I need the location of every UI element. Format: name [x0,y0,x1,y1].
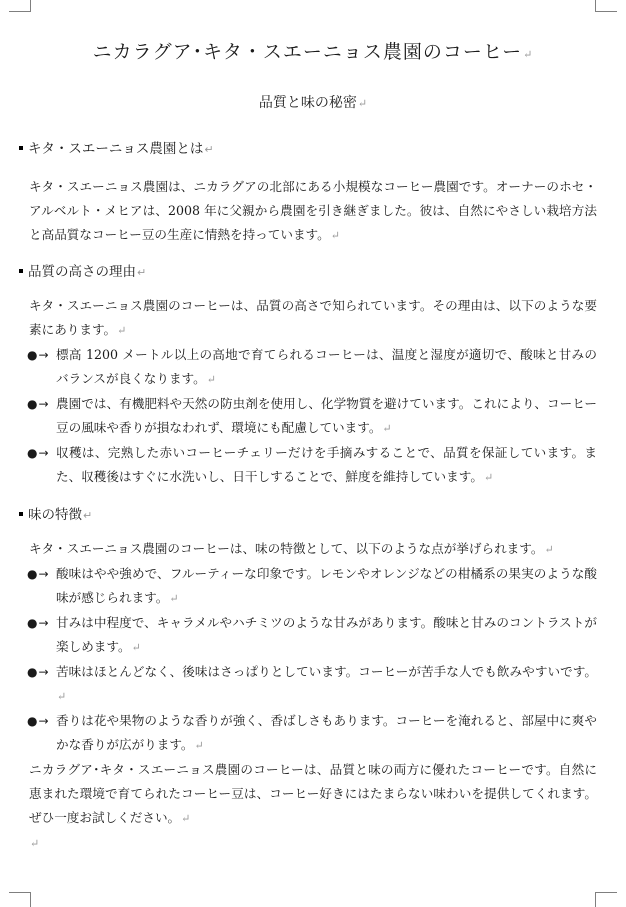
list-item-text: 苦味はほとんどなく、後味はさっぱりとしています。コーヒーが苦手な人でも飲みやすいです。 [56,664,597,679]
paragraph-mark: ↵ [131,641,141,654]
bullet-list [29,562,597,758]
paragraph-mark: ↵ [206,373,216,386]
paragraph-mark: ↵ [57,690,67,703]
bullet-icon: ●→ [27,714,50,728]
list-item [29,562,597,611]
bullet-icon: ●→ [27,348,50,362]
section-paragraph-text: キタ・スエーニョス農園のコーヒーは、品質の高さで知られています。その理由は、以下のような要素にあります。 [29,298,597,337]
document-subtitle [29,91,597,115]
paragraph-mark: ↵ [169,592,179,605]
section-paragraph-text: キタ・スエーニョス農園は、ニカラグアの北部にある小規模なコーヒー農園です。オーナーのホセ・アルベルト・メヒアは、2008 年に父親から農園を引き継ぎました。彼は、自然にやさしい栽培方法と高品質なコーヒー豆の生産に情熱を持っています。 [29,179,597,242]
paragraph-mark: ↵ [181,812,191,825]
list-item-text: 酸味はやや強めで、フルーティーな印象です。レモンやオレンジなどの柑橘系の果実のような酸味が感じられます。 [56,566,597,605]
list-item [29,611,597,660]
document-title-text: ニカラグア･キタ・スエーニョス農園のコーヒー [92,41,523,63]
list-item-text: 甘みは中程度で、キャラメルやハチミツのような甘みがあります。酸味と甘みのコントラストが楽しめます。 [56,615,597,654]
bullet-icon: ●→ [27,616,50,630]
closing-paragraph [29,758,597,831]
list-item-text: 香りは花や果物のような香りが強く、香ばしさもあります。コーヒーを淹れると、部屋中に爽やかな香りが広がります。 [56,713,597,752]
section-heading [19,137,597,161]
section-heading-text: 味の特徴 [28,507,82,523]
paragraph-mark: ↵ [544,543,554,556]
bullet-list [29,343,597,490]
page-corner-mark-bottom-right [595,892,617,907]
paragraph-mark: ↵ [330,229,340,242]
list-item [29,441,597,490]
paragraph-mark: ↵ [83,509,93,522]
bullet-icon: ●→ [27,665,50,679]
document-page[interactable] [29,36,597,856]
list-item-text: 収穫は、完熟した赤いコーヒーチェリーだけを手摘みすることで、品質を保証しています。また、収穫後はすぐに水洗いし、日干しすることで、鮮度を維持しています。 [56,445,597,484]
paragraph-mark: ↵ [382,422,392,435]
page-corner-mark-top-left [9,0,31,12]
section-heading-text: 品質の高さの理由 [28,264,136,280]
section-paragraph [29,294,597,343]
paragraph-mark: ↵ [483,471,494,484]
section-paragraph-text: キタ・スエーニョス農園のコーヒーは、味の特徴として、以下のような点が挙げられます。 [29,541,544,556]
section-paragraph [29,537,597,562]
document-subtitle-text: 品質と味の秘密 [258,95,357,111]
bullet-icon: ●→ [27,446,50,460]
paragraph-mark: ↵ [523,48,534,61]
paragraph-mark: ↵ [204,143,214,156]
section-heading [19,260,597,284]
paragraph-mark: ↵ [117,324,127,337]
bullet-icon: ●→ [27,567,50,581]
list-item [29,343,597,392]
closing-paragraph-text: ニカラグア･キタ・スエーニョス農園のコーヒーは、品質と味の両方に優れたコーヒーです。自然に恵まれた環境で育てられたコーヒー豆は、コーヒー好きにはたまらない味わいを提供してくれます。ぜひ一度お試しください。 [29,762,597,825]
heading-marker-icon [19,512,23,516]
list-item [29,392,597,441]
page-corner-mark-top-right [595,0,617,12]
list-item-text: 農園では、有機肥料や天然の防虫剤を使用し、化学物質を避けています。これにより、コーヒー豆の風味や香りが損なわれず、環境にも配慮しています。 [56,396,597,435]
paragraph-mark: ↵ [194,739,204,752]
list-item [29,709,597,758]
heading-marker-icon [19,146,23,150]
paragraph-mark: ↵ [137,266,147,279]
section-paragraph [29,175,597,248]
page-corner-mark-bottom-left [9,892,31,907]
list-item [29,660,597,709]
heading-marker-icon [19,269,23,273]
paragraph-mark: ↵ [30,837,40,850]
document-title [29,36,597,68]
bullet-icon: ●→ [27,397,50,411]
paragraph-mark: ↵ [357,97,368,110]
empty-paragraph [29,831,597,856]
section-heading-text: キタ・スエーニョス農園とは [28,141,204,157]
section-heading [19,503,597,527]
list-item-text: 標高 1200 メートル以上の高地で育てられるコーヒーは、温度と湿度が適切で、酸味と甘みのバランスが良くなります。 [56,347,597,386]
